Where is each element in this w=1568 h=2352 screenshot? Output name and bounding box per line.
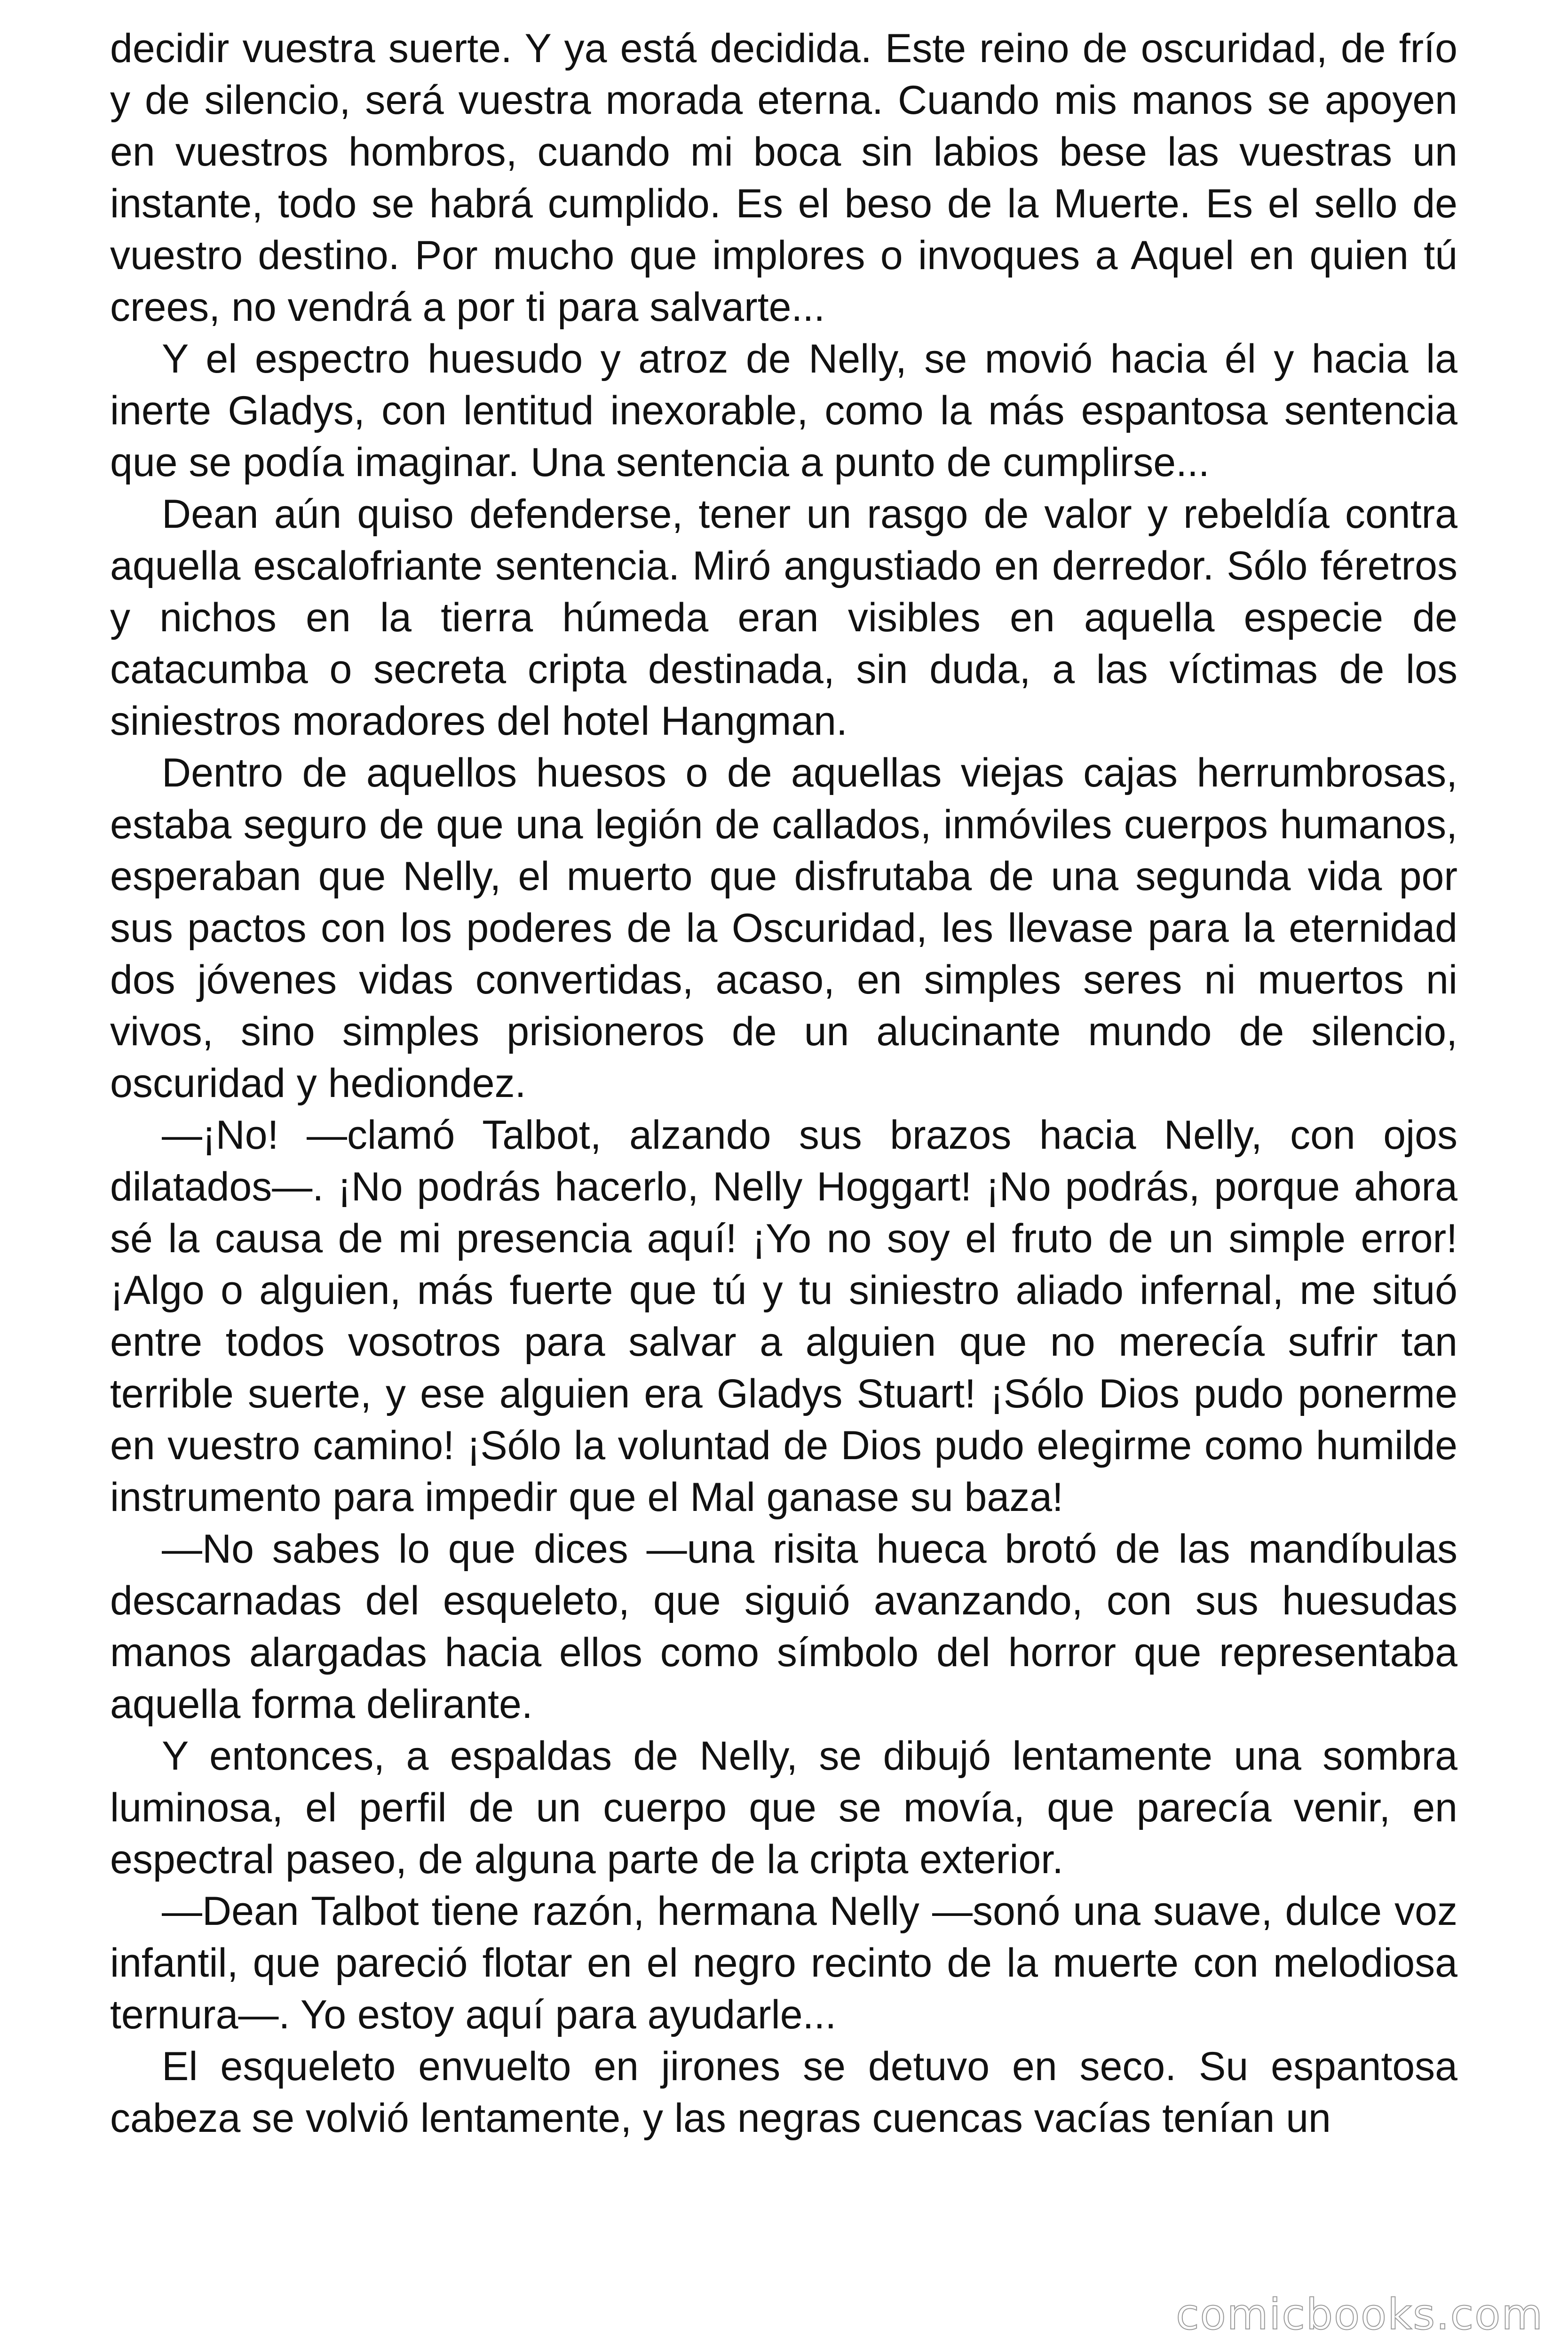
paragraph-9: El esqueleto envuelto en jirones se detuvo en seco. Su espantosa cabeza se volvió lentamente, y las negras cuencas vacías tenían un	[110, 2044, 1457, 2141]
paragraph-6: —No sabes lo que dices —una risita hueca brotó de las mandíbulas descarnadas del esqueleto, que siguió avanzando, con sus huesudas manos alargadas hacia ellos como símbolo del horror que representaba aquella forma delirante.	[110, 1526, 1457, 1727]
paragraph-3: Dean aún quiso defenderse, tener un rasgo de valor y rebeldía contra aquella escalofriante sentencia. Miró angustiado en derredor. Sólo féretros y nichos en la tierra húmeda eran visibles en aquella especie de catacumba o secreta cripta destinada, sin duda, a las víctimas de los siniestros moradores del hotel Hangman.	[110, 492, 1457, 744]
paragraph-1: decidir vuestra suerte. Y ya está decidida. Este reino de oscuridad, de frío y de silencio, será vuestra morada eterna. Cuando mis manos se apoyen en vuestros hombros, cuando mi boca sin labios bese las vuestras un instante, todo se habrá cumplido. Es el beso de la Muerte. Es el sello de vuestro destino. Por mucho que implores o invoques a Aquel en quien tú crees, no vendrá a por ti para salvarte...	[110, 26, 1457, 330]
paragraph-4: Dentro de aquellos huesos o de aquellas viejas cajas herrumbrosas, estaba seguro de que una legión de callados, inmóviles cuerpos humanos, esperaban que Nelly, el muerto que disfrutaba de una segunda vida por sus pactos con los poderes de la Oscuridad, les llevase para la eternidad dos jóvenes vidas convertidas, acaso, en simples seres ni muertos ni vivos, sino simples prisioneros de un alucinante mundo de silencio, oscuridad y hediondez.	[110, 750, 1457, 1106]
paragraph-7: Y entonces, a espaldas de Nelly, se dibujó lentamente una sombra luminosa, el perfil de un cuerpo que se movía, que parecía venir, en espectral paseo, de alguna parte de la cripta exterior.	[110, 1733, 1457, 1882]
paragraph-8: —Dean Talbot tiene razón, hermana Nelly —sonó una suave, dulce voz infantil, que pareció flotar en el negro recinto de la muerte con melodiosa ternura—. Yo estoy aquí para ayudarle...	[110, 1889, 1457, 2037]
page-text	[110, 23, 1457, 2144]
paragraph-2: Y el espectro huesudo y atroz de Nelly, se movió hacia él y hacia la inerte Gladys, con lentitud inexorable, como la más espantosa sentencia que se podía imaginar. Una sentencia a punto de cumplirse...	[110, 336, 1457, 485]
watermark: comicbooks.com	[1176, 2290, 1544, 2339]
paragraph-5: —¡No! —clamó Talbot, alzando sus brazos hacia Nelly, con ojos dilatados—. ¡No podrás hacerlo, Nelly Hoggart! ¡No podrás, porque ahora sé la causa de mi presencia aquí! ¡Yo no soy el fruto de un simple error! ¡Algo o alguien, más fuerte que tú y tu siniestro aliado infernal, me situó entre todos vosotros para salvar a alguien que no merecía sufrir tan terrible suerte, y ese alguien era Gladys Stuart! ¡Sólo Dios pudo ponerme en vuestro camino! ¡Sólo la voluntad de Dios pudo elegirme como humilde instrumento para impedir que el Mal ganase su baza!	[110, 1112, 1457, 1520]
